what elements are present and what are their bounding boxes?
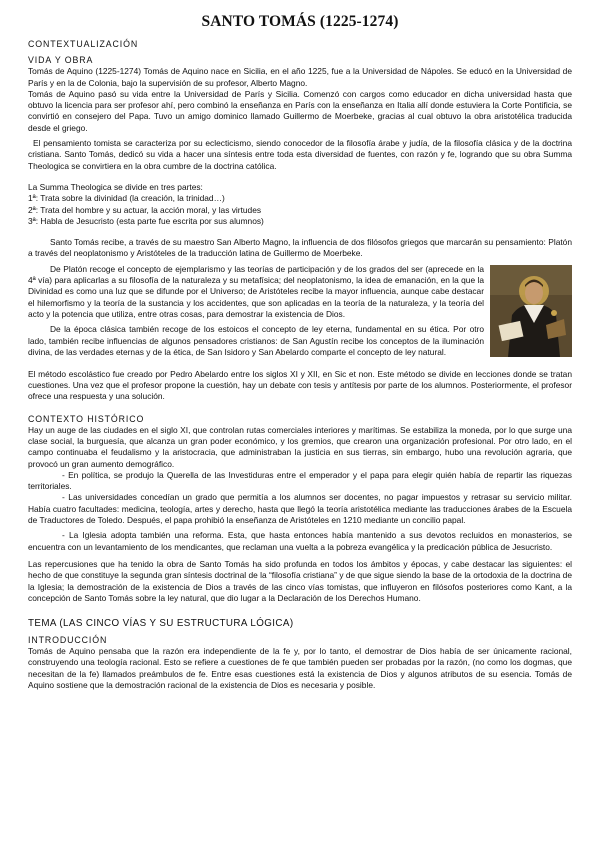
summa-part-1: 1ª: Trata sobre la divinidad (la creación, la trinidad…) [28,193,225,204]
document-page [28,13,572,691]
saint-thomas-portrait-image [490,265,572,357]
bullet-iglesia: - La Iglesia adopta también una reforma. Esta, que hasta entonces había mantenido a sus devotos recluidos en monasterios, se encuentra con un levantamiento de los mendicantes, que reclaman una vuelta a la pobreza evangélica y la predicación pública de Jesucristo. [28,530,572,552]
bullet-politica: - En política, se produjo la Querella de las Investiduras entre el emperador y el papa para elegir quién había de repartir las riquezas territoriales. [28,469,572,492]
influences-with-portrait [28,264,572,361]
paragraph-influencias-2: De Platón recoge el concepto de ejemplarismo y las teorías de participación y de los grados del ser (aprecede en la 4ª vía) para aplicarlas a su filosofía de la naturaleza y su metafísica; del neoplatonismo, la idea de emanación, en la que la Divinidad es como una luz que se difunde por el Universo; de Aristóteles recibe la mayor influencia, aunque cabe destacar el hilemorfismo y la teoría de la sustancia y los accidentes, que son aplicadas en la teoría de la naturaleza, y la teoría del acto y la potencia que utiliza, entre otras cosas, para demostrar la existencia de Dios. [28,263,484,319]
summa-part-3: 3ª: Habla de Jesucristo (esta parte fue escrita por sus alumnos) [28,215,264,226]
paragraph-influencias-1: Santo Tomás recibe, a través de su maestro San Alberto Magno, la influencia de dos filósofos griegos que marcarán su pensamiento: Platón a través del neoplatonismo y Aristóteles de la traducción latina de Guillermo de Moerbeke. [28,237,572,259]
paragraph-influencias-3: De la época clásica también recoge de los estoicos el concepto de ley eterna, fundamental en su ética. Por otro lado, también recibe influencias de algunos pensadores cristianos: de San Agustín recibe los conceptos de la iluminación divina, de las verdades eternas y de la ética, de San Isidoro y San Abelardo comparte el concepto de ley natural. [28,324,484,357]
paragraph-metodo-escolastico: El método escolástico fue creado por Pedro Abelardo entre los siglos XI y XII, en Sic et non. Este método se divide en lecciones donde se tratan cuestiones. Una vez que el profesor propone la cuestión, hay un debate con tesis y antítesis por parte de los alumnos. Posteriormente, el profesor ofrece una respuesta y una solución. [28,368,572,402]
page-title: SANTO TOMÁS (1225-1274) [201,13,399,30]
paragraph-vida-2: Tomás de Aquino pasó su vida entre la Universidad de París y Sicilia. Comenzó con cargos como educador en dicha universidad hasta que obtuvo la licencia para ser profesor ahí, pero combinó la enseñanza en París con la enseñanza en Italia allí donde estuviera la Corte Pontificia, se convirtió en consejero del Papa. Tuvo un amigo dominico llamado Guillermo de Moerbeke, gracias al cual obtuvo la obra aristotélica traducida desde el griego. [28,88,572,133]
paragraph-historia-1: Hay un auge de las ciudades en el siglo XI, que controlan rutas comerciales interiores y marítimas. Se estabiliza la moneda, por lo que surge una clase social, la burguesía, que alcanza un gran poder económico, y los gremios, que crearon una organización profesional. Por otro lado, en el campo continuaba el feudalismo y la aristocracia, que administraban la justicia en sus tierras, sin embargo, hubo una revolución agraria, que provocó un gran aumento demográfico. [28,424,572,469]
heading-vida-y-obra: VIDA Y OBRA [28,55,94,66]
paragraph-vida-1: Tomás de Aquino (1225-1274) Tomás de Aquino nace en Sicilia, en el año 1225, fue a la Universidad de Nápoles. Se educó en la Universidad de París y en la de Colonia, bajo la supervisión de su profesor, Alberto Magno. [28,66,572,88]
heading-contexto-historico: CONTEXTO HISTÓRICO [28,413,145,424]
paragraph-vida-3: El pensamiento tomista se caracteriza por su eclecticismo, siendo conocedor de la filosofía árabe y judía, de la filosofía clásica y de la doctrina cristiana. Santo Tomás, dedicó su vida a hacer una síntesis entre toda esta diversidad de fuentes, con razón y fe, logrando que su obra Summa Theologica se convirtiera en la obra cumbre de la doctrina católica. [28,138,572,171]
summa-intro: La Summa Theologica se divide en tres partes: [28,181,203,192]
paragraph-introduccion: Tomás de Aquino pensaba que la razón era independiente de la fe y, por lo tanto, el demostrar de Dios había de ser únicamente racional, construyendo una teología racional. Esto se refiere a cuestiones de fe que también pueden ser probadas por la razón, (no como los dogmas, que necesitan de la fe) llamados preámbulos de fe. Entre esas cuestiones está la existencia de Dios y algunos atributos de su esencia. Tomás de Aquino sostiene que la demostración racional de la existencia de Dios es necesaria y posible. [28,646,572,690]
heading-contextualizacion: CONTEXTUALIZACIÓN [28,39,139,50]
heading-introduccion: INTRODUCCIÓN [28,635,108,646]
summa-part-2: 2ª: Trata del hombre y su actuar, la acción moral, y las virtudes [28,204,262,215]
bullet-universidades: - Las universidades concedían un grado que permitía a los alumnos ser docentes, no pagar impuestos y retrasar su servicio militar. Había cuatro facultades: medicina, teología, artes y derecho, hasta que llegó la teoría aristotélica mediante las traducciones árabes de la Escuela de Traductores de Toledo. Después, el papa prohibió la enseñanza de Aristóteles en 1210 mediante un concilio papal. [28,492,572,526]
heading-tema: TEMA (LAS CINCO VÍAS Y SU ESTRUCTURA LÓGICA) [28,618,294,630]
paragraph-repercusiones: Las repercusiones que ha tenido la obra de Santo Tomás ha sido profunda en todos los ámbitos y épocas, y cabe destacar las siguientes: el hecho de que constituye la segunda gran síntesis doctrinal de la “filosofía cristiana” y de que sigue siendo la base de la ortodoxia de la doctrina de la Iglesia; la demostración de la existencia de Dios a través de las cinco vías tomistas, que influyeron en filósofos posteriores como Kant, a la concepción de Santo Tomás sobre la ley natural, que dio lugar a la Declaración de los Derechos Humano. [28,558,572,603]
